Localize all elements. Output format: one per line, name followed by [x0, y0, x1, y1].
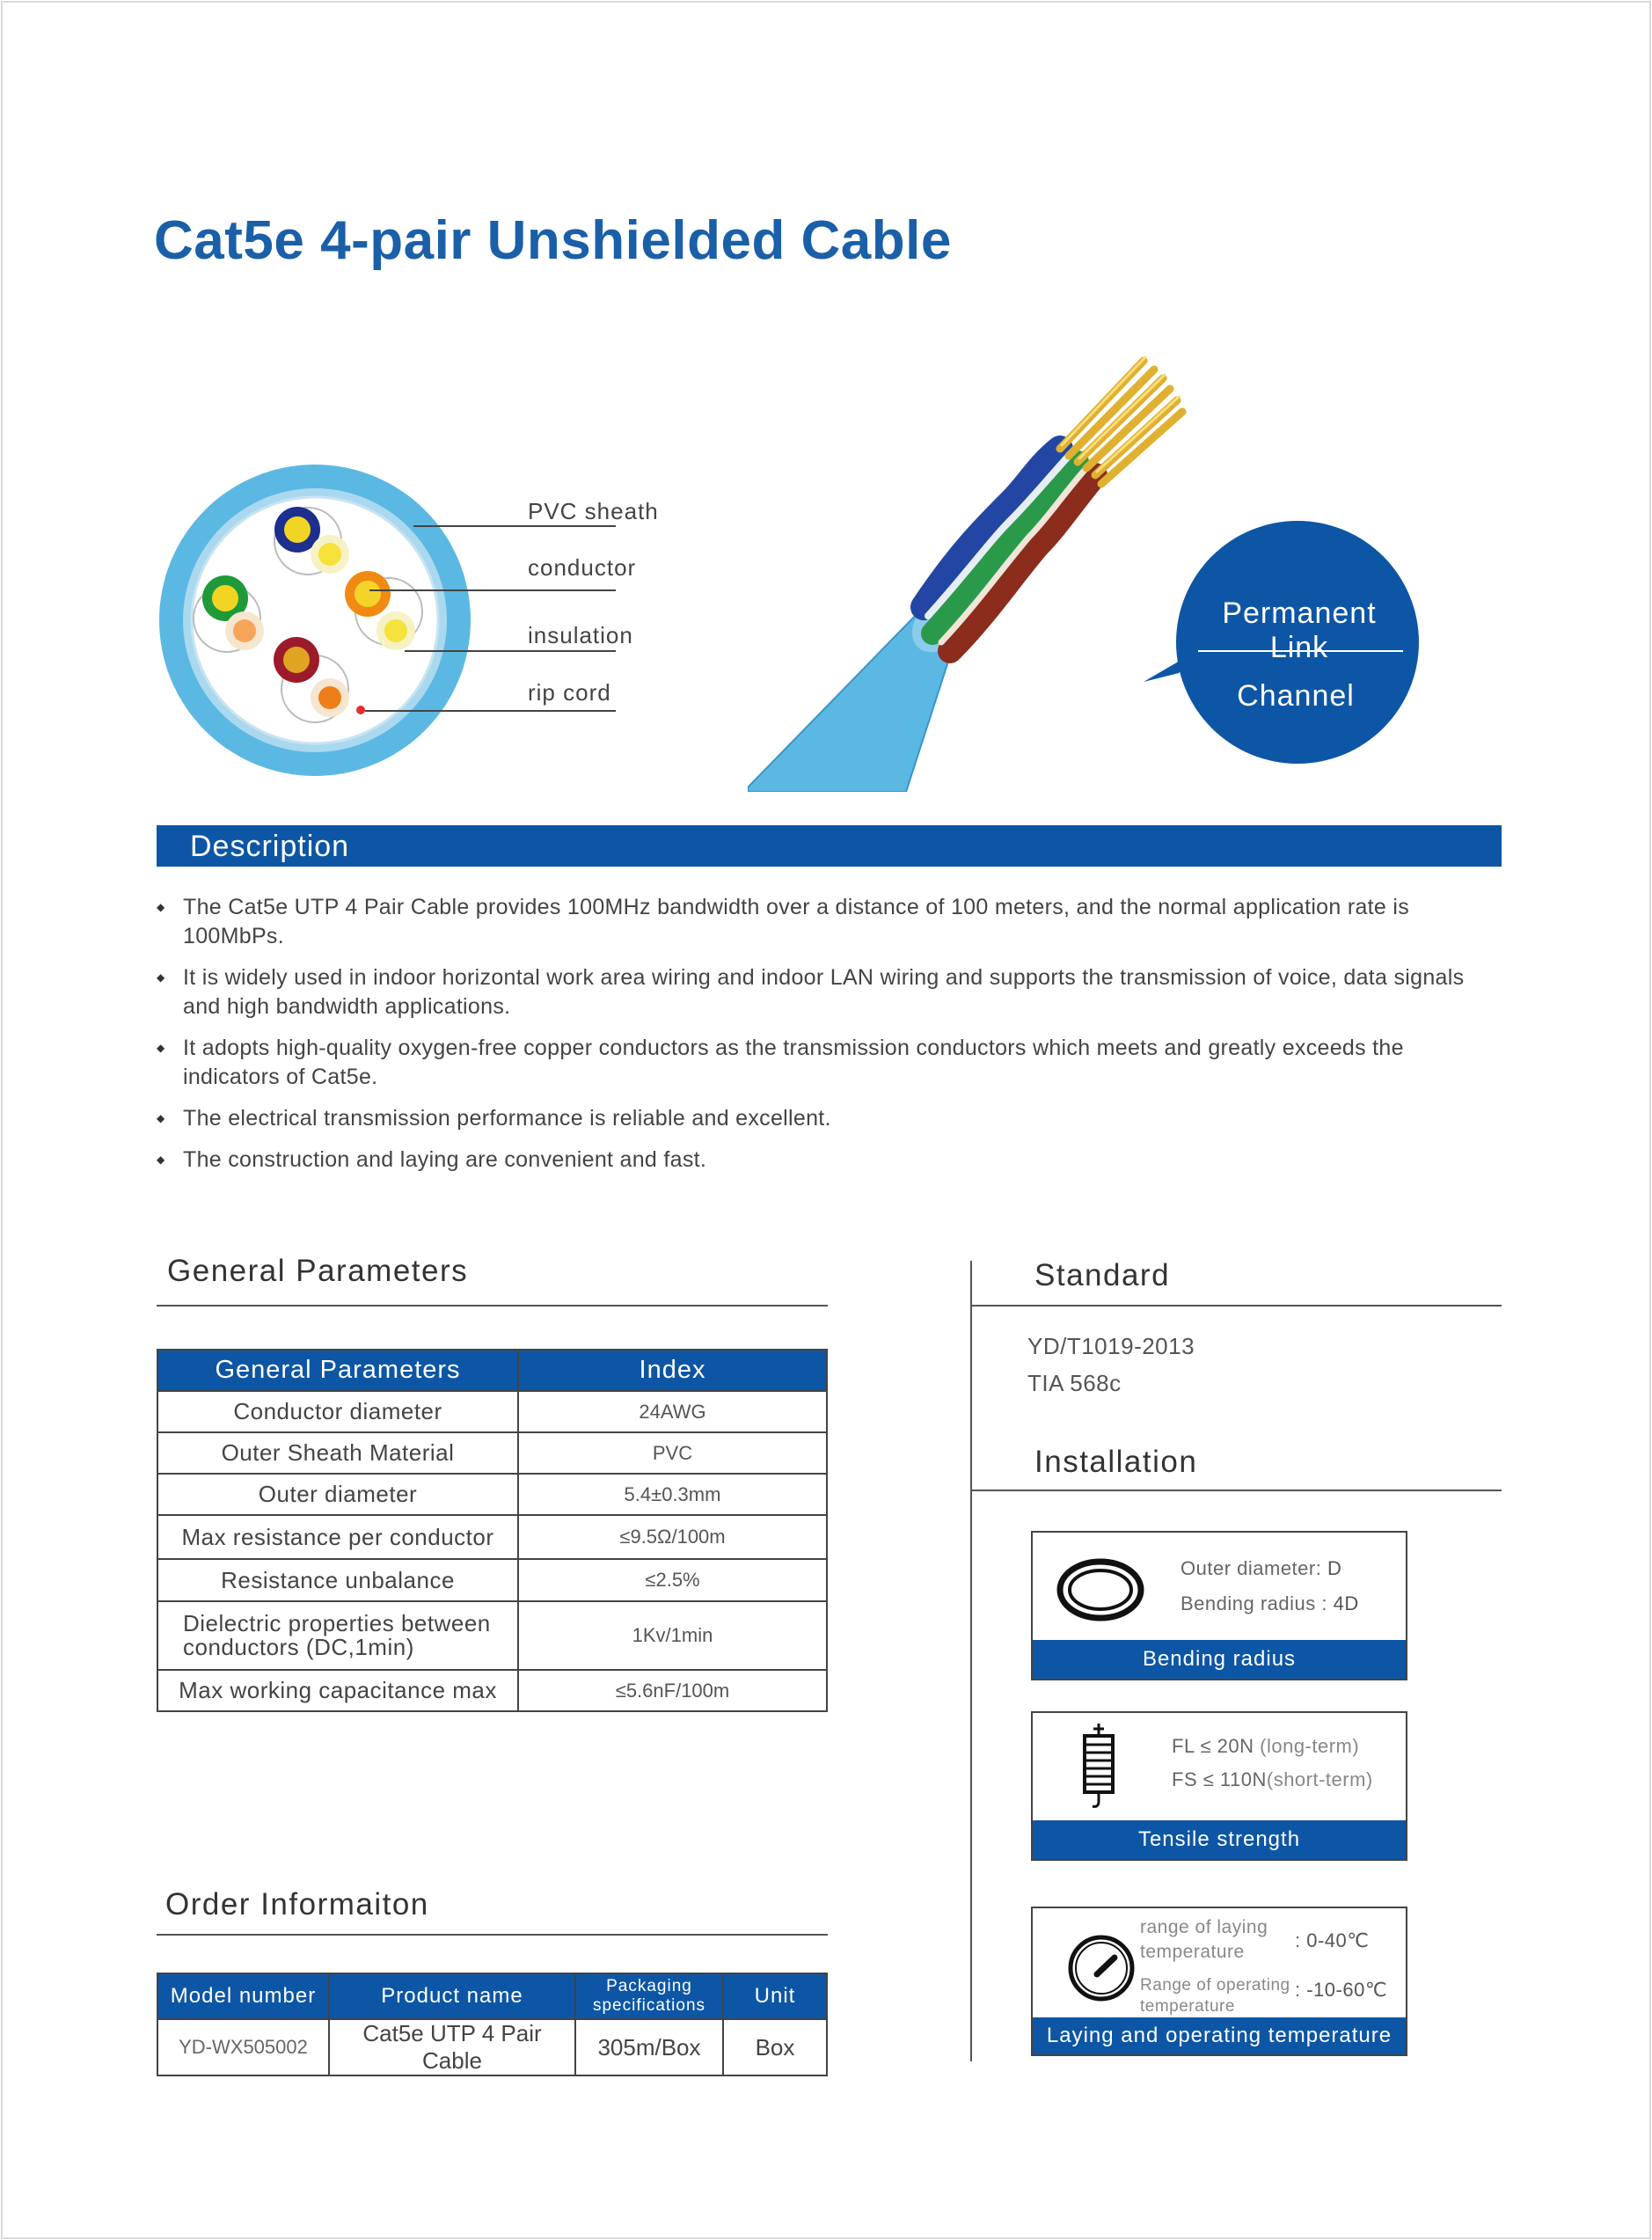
bending-radius-card: [1031, 1531, 1407, 1680]
bending-radius-icon: [1055, 1555, 1147, 1625]
operating-temperature-label: Range of operating temperature: [1140, 1976, 1290, 2016]
table-row: [157, 1432, 827, 1474]
column-header: General Parameters: [157, 1350, 518, 1391]
table-row: [157, 2019, 827, 2075]
standard-item: YD/T1019-2013: [1027, 1333, 1195, 1359]
parameter-name: Max working capacitance max: [157, 1670, 518, 1711]
spring-scale-icon: [1081, 1724, 1116, 1812]
parameter-name: Outer Sheath Material: [157, 1432, 518, 1474]
short-term-tension-text: FS ≤ 110N(short-term): [1172, 1768, 1373, 1790]
laying-temperature-label: range of laying temperature: [1140, 1917, 1268, 1962]
parameter-index: ≤5.6nF/100m: [518, 1670, 827, 1711]
column-header: Model number: [157, 1973, 329, 2019]
bubble-channel: Channel: [1237, 679, 1355, 713]
page-title: Cat5e 4-pair Unshielded Cable: [154, 210, 952, 271]
general-parameters-table: [157, 1349, 828, 1712]
parameter-index: 1Kv/1min: [518, 1601, 827, 1670]
table-row: [157, 1474, 827, 1515]
installation-rule: [970, 1490, 1502, 1491]
bending-radius-text: Bending radius : 4D: [1181, 1592, 1359, 1614]
table-row: [157, 1391, 827, 1432]
cable-cross-section: [158, 462, 475, 779]
general-parameters-rule: [157, 1305, 828, 1307]
parameter-index: PVC: [518, 1432, 827, 1474]
description-item: ◆ The electrical transmission performance is reliable and excellent.: [157, 1104, 1502, 1133]
table-row: [157, 1515, 827, 1559]
parameter-name: Outer diameter: [157, 1474, 518, 1515]
gauge-icon: [1066, 1933, 1137, 2003]
order-information-rule: [157, 1934, 828, 1936]
outer-diameter-text: Outer diameter: D: [1181, 1557, 1342, 1579]
long-term-tension-text: FL ≤ 20N (long-term): [1172, 1735, 1360, 1757]
column-header: Product name: [329, 1973, 575, 2019]
parameter-name: Conductor diameter: [157, 1391, 518, 1432]
parameter-index: ≤2.5%: [518, 1559, 827, 1601]
table-row: [157, 1670, 827, 1711]
general-parameters-heading: General Parameters: [167, 1254, 469, 1288]
packaging: 305m/Box: [575, 2019, 723, 2075]
table-row: [157, 1559, 827, 1601]
parameter-index: 5.4±0.3mm: [518, 1474, 827, 1515]
tensile-strength-card: [1031, 1711, 1407, 1861]
description-list: [157, 893, 1502, 1187]
laying-temperature-value: : 0-40℃: [1295, 1929, 1370, 1951]
order-information-heading: Order Informaiton: [165, 1887, 429, 1922]
operating-temperature-value: : -10-60℃: [1295, 1979, 1388, 2001]
description-item: ◆ The construction and laying are convenient and fast.: [157, 1146, 1502, 1175]
unit: Box: [723, 2019, 827, 2075]
column-header: Packaging specifications: [575, 1973, 723, 2019]
product-name: Cat5e UTP 4 Pair Cable: [329, 2019, 575, 2075]
label-rip-cord: rip cord: [528, 679, 611, 706]
parameter-index: ≤9.5Ω/100m: [518, 1515, 827, 1559]
standard-heading: Standard: [1034, 1258, 1171, 1292]
label-insulation: insulation: [528, 622, 633, 648]
column-header: Unit: [723, 1973, 827, 2019]
bending-radius-label: Bending radius: [1033, 1640, 1406, 1679]
label-pvc-sheath: PVC sheath: [528, 498, 659, 524]
standard-item: TIA 568c: [1027, 1370, 1122, 1396]
description-heading: Description: [190, 830, 350, 863]
description-item: ◆ It is widely used in indoor horizontal work area wiring and indoor LAN wiring and supports the transmission of voice, data signals and high bandwidth applications.: [157, 963, 1502, 1021]
temperature-label: Laying and operating temperature: [1033, 2017, 1406, 2054]
order-information-table: [157, 1973, 828, 2076]
column-divider: [970, 1261, 972, 2061]
description-item: ◆ The Cat5e UTP 4 Pair Cable provides 100MHz bandwidth over a distance of 100 meters, and the normal application rate is 100MbPs.: [157, 893, 1502, 951]
table-row: [157, 1601, 827, 1670]
description-item: ◆ It adopts high-quality oxygen-free copper conductors as the transmission conductors which meets and greatly exceeds the indicators of Cat5e.: [157, 1034, 1502, 1092]
table-header-row: [157, 1973, 827, 2019]
installation-heading: Installation: [1034, 1445, 1198, 1479]
standard-rule: [970, 1305, 1502, 1307]
column-header: Index: [518, 1350, 827, 1391]
parameter-name: Resistance unbalance: [157, 1559, 518, 1601]
model-number: YD-WX505002: [157, 2019, 329, 2075]
parameter-index: 24AWG: [518, 1391, 827, 1432]
table-header-row: [157, 1350, 827, 1391]
temperature-card: [1031, 1907, 1407, 2056]
tensile-strength-label: Tensile strength: [1033, 1820, 1406, 1859]
parameter-name: Max resistance per conductor: [157, 1515, 518, 1559]
label-conductor: conductor: [528, 554, 637, 581]
parameter-name: Dielectric properties between conductors (DC,1min): [157, 1601, 518, 1670]
bubble-permanent-link: Permanent Link: [1222, 597, 1377, 664]
description-header-bar: [157, 825, 1502, 867]
